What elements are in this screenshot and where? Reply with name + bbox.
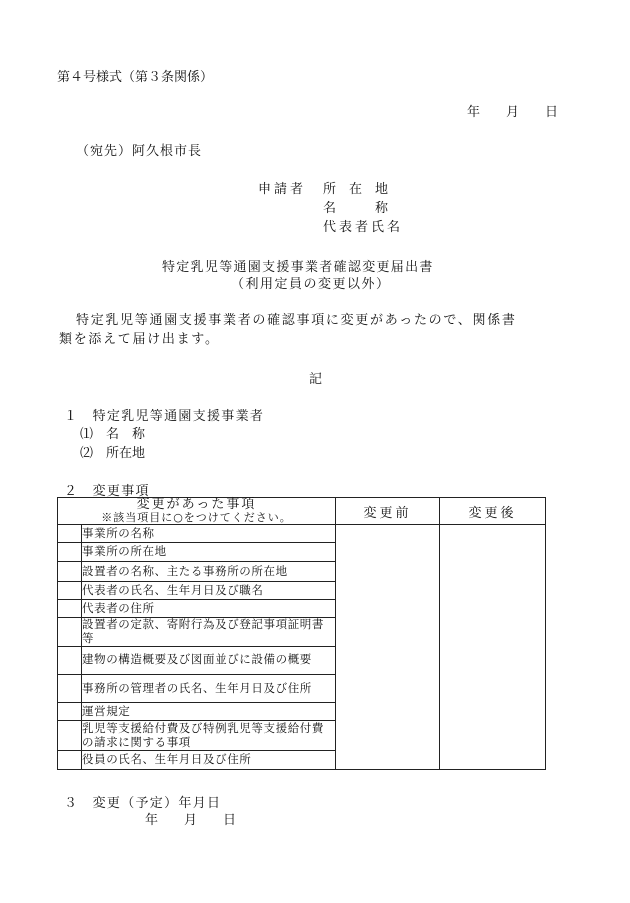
- checkbox-cell[interactable]: [58, 561, 82, 581]
- item-4: 代表者の氏名、生年月日及び職名: [82, 581, 336, 599]
- header-note: ※該当項目に○をつけてください。: [101, 511, 292, 525]
- applicant-address-label: 所 在 地: [323, 182, 389, 197]
- date-line: 年 月 日: [467, 105, 559, 120]
- checkbox-cell[interactable]: [58, 581, 82, 599]
- checkbox-cell[interactable]: [58, 646, 82, 674]
- ki-marker: 記: [309, 372, 323, 387]
- checkbox-cell[interactable]: [58, 721, 82, 750]
- section1-item-name: ⑴ 名 称: [80, 427, 146, 442]
- before-cell[interactable]: [336, 525, 440, 770]
- header-changed-items: [58, 498, 336, 525]
- item-11: 役員の氏名、生年月日及び住所: [82, 750, 336, 769]
- checkbox-cell[interactable]: [58, 600, 82, 618]
- form-number: 第４号様式（第３条関係）: [57, 70, 214, 85]
- body-text-line2: 類を添えて届け出ます。: [59, 332, 220, 347]
- section1-heading: １ 特定乳児等通園支援事業者: [64, 409, 265, 424]
- item-9: 運営規定: [82, 703, 336, 721]
- header-after: 変更後: [440, 498, 546, 525]
- checkbox-cell[interactable]: [58, 618, 82, 646]
- section2-heading: ２ 変更事項: [64, 484, 150, 499]
- addressee: （宛先）阿久根市長: [76, 144, 203, 159]
- item-6: 設置者の定款、寄附行為及び登記事項証明書等: [82, 618, 336, 646]
- checkbox-cell[interactable]: [58, 674, 82, 702]
- applicant-label: 申請者: [258, 182, 307, 197]
- checkbox-cell[interactable]: [58, 750, 82, 769]
- item-10: 乳児等支援給付費及び特例乳児等支援給付費の請求に関する事項: [82, 721, 336, 750]
- header-before: 変更前: [336, 498, 440, 525]
- checkbox-cell[interactable]: [58, 525, 82, 543]
- section3-date: 年 月 日: [145, 813, 237, 828]
- header-main: 変更があった事項: [136, 497, 257, 513]
- item-2: 事業所の所在地: [82, 543, 336, 561]
- checkbox-cell[interactable]: [58, 703, 82, 721]
- item-3: 設置者の名称、主たる事務所の所在地: [82, 561, 336, 581]
- item-1: 事業所の名称: [82, 525, 336, 543]
- body-text-line1: 特定乳児等通園支援事業者の確認事項に変更があったので、関係書: [76, 313, 517, 328]
- section3-heading: ３ 変更（予定）年月日: [64, 796, 222, 811]
- applicant-name-label: 名 称: [323, 201, 389, 216]
- item-5: 代表者の住所: [82, 600, 336, 618]
- document-subtitle: （利用定員の変更以外）: [231, 277, 391, 292]
- item-8: 事務所の管理者の氏名、生年月日及び住所: [82, 674, 336, 702]
- change-items-table: [57, 497, 546, 770]
- item-7: 建物の構造概要及び図面並びに設備の概要: [82, 646, 336, 674]
- checkbox-cell[interactable]: [58, 543, 82, 561]
- section1-item-address: ⑵ 所在地: [80, 446, 146, 461]
- applicant-representative-label: 代表者氏名: [323, 220, 404, 235]
- after-cell[interactable]: [440, 525, 546, 770]
- document-title: 特定乳児等通園支援事業者確認変更届出書: [162, 260, 434, 275]
